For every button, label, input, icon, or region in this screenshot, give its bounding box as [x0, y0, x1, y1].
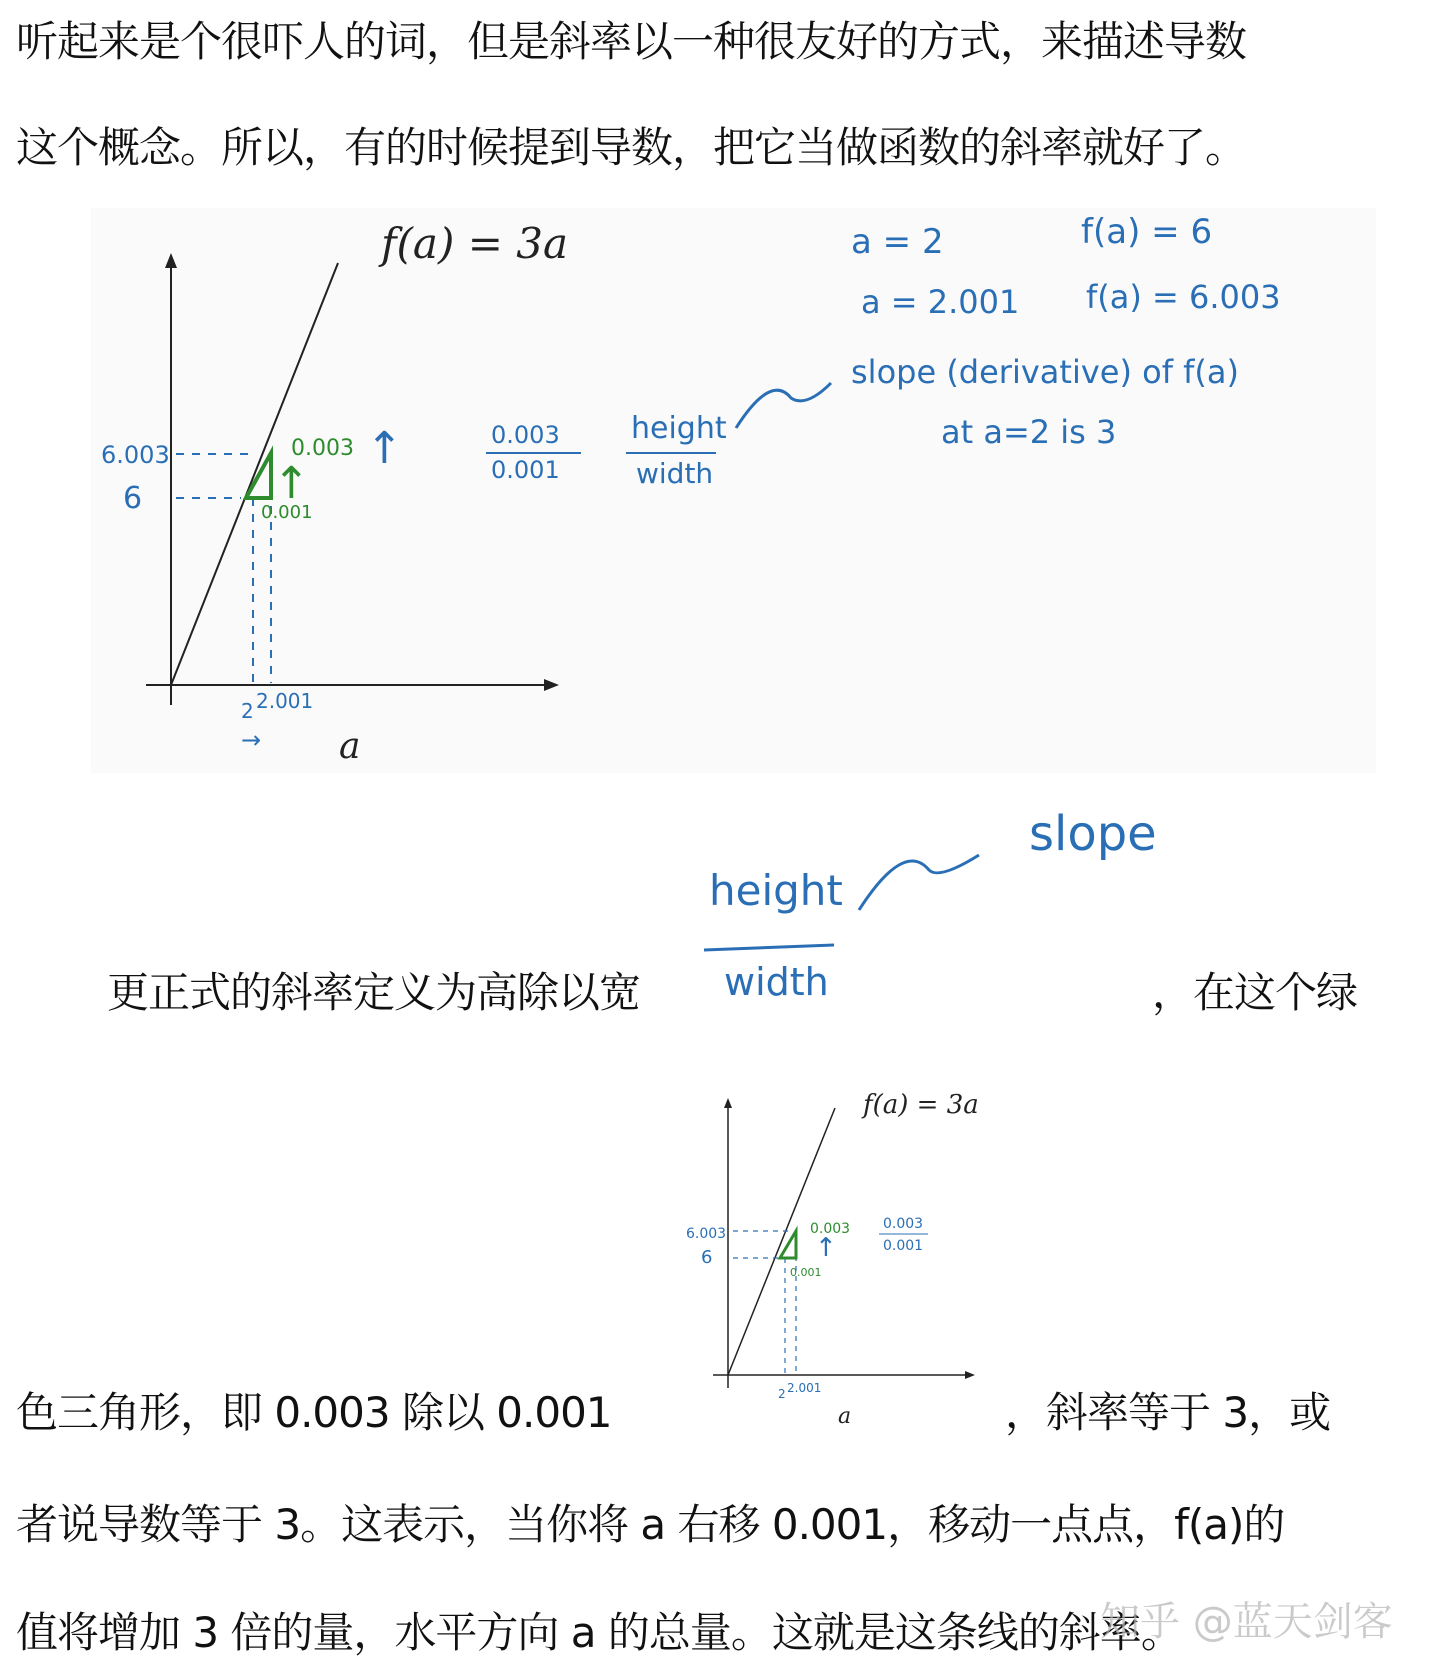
x-axis-label: a [838, 1404, 852, 1429]
paragraph-line: 听起来是个很吓人的词，但是斜率以一种很友好的方式，来描述导数 [16, 17, 1247, 66]
delta-x-label: 0.001 [261, 502, 313, 523]
slope-label: slope [1029, 806, 1157, 862]
squiggle-arrow-icon [859, 855, 979, 910]
y-tick-high: 6.003 [686, 1226, 727, 1242]
paragraph-line: 色三角形，即 0.003 除以 0.001 [16, 1388, 612, 1437]
width-label: width [636, 457, 714, 490]
x-axis-label: a [339, 726, 361, 767]
paragraph-line: 值将增加 3 倍的量，水平方向 a 的总量。这就是这条线的斜率。 [16, 1608, 1182, 1657]
function-label: f(a) = 3a [863, 1090, 979, 1120]
green-triangle [780, 1231, 796, 1258]
note-a: a = 2 [851, 222, 944, 262]
ratio-numerator: 0.003 [491, 421, 560, 449]
ratio-denominator: 0.001 [883, 1238, 924, 1254]
paragraph-line: ，在这个绿 [1152, 968, 1358, 1017]
x-axis-arrow-icon [965, 1371, 975, 1379]
ratio-denominator: 0.001 [491, 456, 560, 484]
paragraph-line: ，斜率等于 3，或 [1005, 1388, 1331, 1437]
right-arrow-icon: → [241, 726, 262, 754]
ratio-numerator: 0.003 [883, 1216, 924, 1232]
slope-figure-small [683, 1088, 998, 1429]
function-label: f(a) = 3a [381, 219, 569, 268]
y-tick-high: 6.003 [101, 441, 170, 469]
y-tick-low: 6 [123, 481, 143, 516]
note-f: f(a) = 6 [1081, 212, 1213, 252]
x-tick-low: 2 [241, 699, 254, 723]
height-label: height [631, 411, 727, 446]
up-arrow-icon: ↑ [815, 1233, 837, 1263]
width-label: width [724, 960, 829, 1004]
x-tick-low: 2 [778, 1387, 786, 1401]
up-arrow-icon: ↑ [273, 458, 310, 509]
up-arrow-icon: ↑ [366, 423, 403, 474]
x-tick-high: 2.001 [787, 1381, 822, 1395]
delta-x-label: 0.001 [790, 1266, 822, 1279]
watermark: 知乎 @蓝天剑客 [1100, 1599, 1393, 1645]
note-slope: slope (derivative) of f(a) [851, 353, 1239, 391]
paragraph-line: 这个概念。所以，有的时候提到导数，把它当做函数的斜率就好了。 [16, 123, 1247, 172]
height-label: height [709, 866, 843, 915]
note-a2: a = 2.001 [861, 283, 1020, 321]
paragraph-line: 更正式的斜率定义为高除以宽 [107, 968, 641, 1017]
height-width-slope-figure [704, 800, 1157, 1010]
paragraph-line: 者说导数等于 3。这表示，当你将 a 右移 0.001，移动一点点，f(a)的 [16, 1500, 1285, 1549]
note-f2: f(a) = 6.003 [1086, 278, 1281, 316]
delta-y-label: 0.003 [291, 436, 354, 461]
delta-y-label: 0.003 [810, 1221, 851, 1237]
note-at: at a=2 is 3 [941, 413, 1117, 451]
y-axis-arrow-icon [724, 1098, 732, 1108]
slope-figure-large [91, 208, 1376, 773]
y-tick-low: 6 [701, 1247, 713, 1268]
x-tick-high: 2.001 [256, 689, 314, 713]
